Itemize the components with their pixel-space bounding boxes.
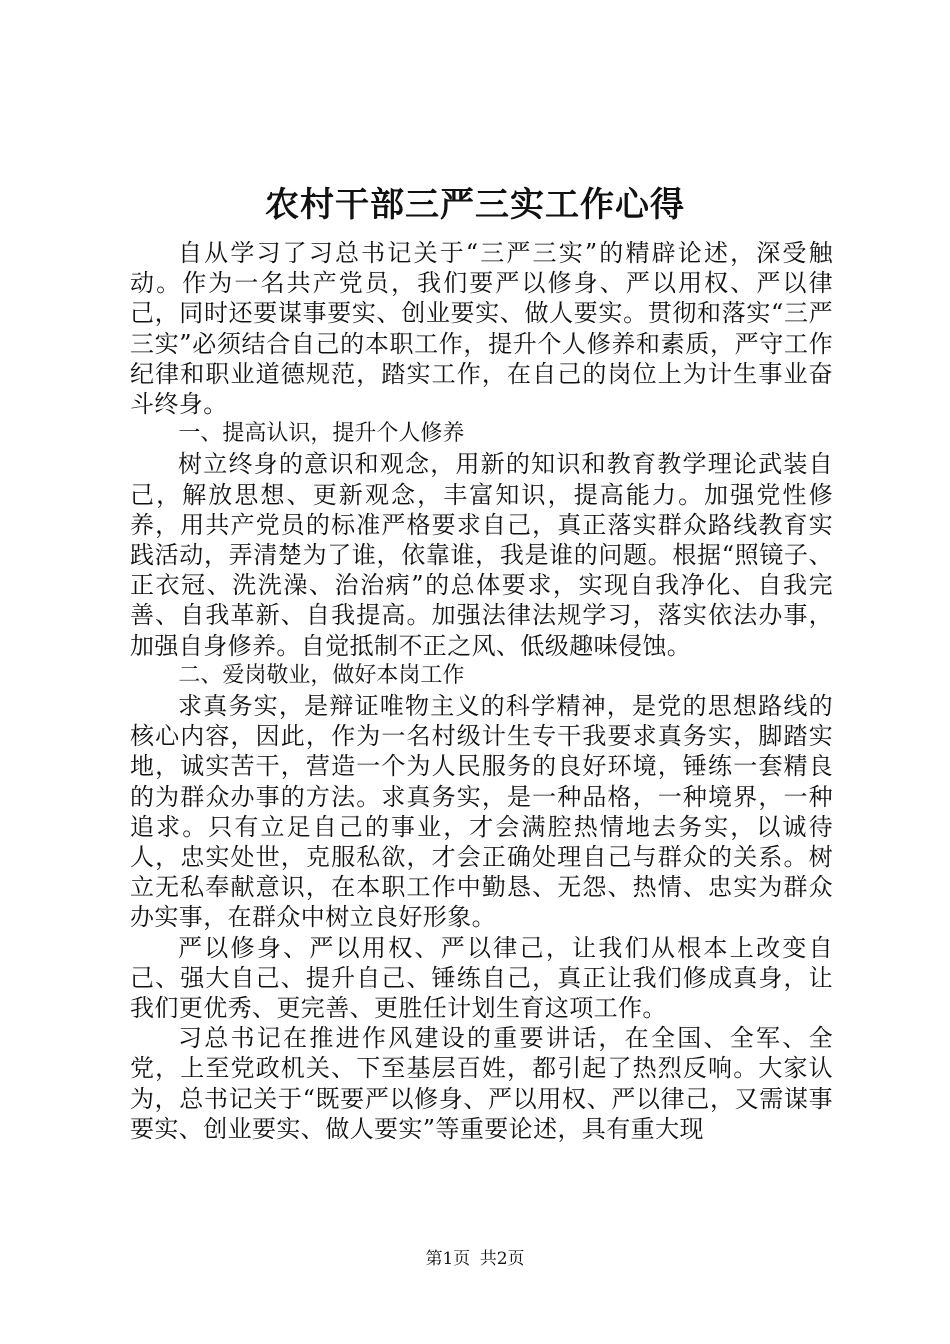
section-heading-2: 二、爱岗敬业，做好本岗工作 [178, 662, 465, 688]
page-number: 第1页 [425, 1249, 471, 1269]
document-title: 农村干部三严三实工作心得 [265, 185, 685, 225]
paragraph-speech: 习总书记在推进作风建设的重要讲话，在全国、全军、全党，上至党政机关、下至基层百姓，都引起了热烈反响。大家认为，总书记关于“既要严以修身、严以用权、严以律己，又需谋事要实、创业要实、做人要实”等重要论述，具有重大现 [130, 1024, 833, 1143]
section-heading-1: 一、提高认识，提升个人修养 [178, 421, 465, 447]
page-total: 共2页 [479, 1249, 525, 1269]
document-body [130, 238, 833, 1144]
page-footer [0, 1247, 950, 1271]
paragraph-section-1: 树立终身的意识和观念，用新的知识和教育教学理论武装自己，解放思想、更新观念，丰富知识，提高能力。加强党性修养，用共产党员的标准严格要求自己，真正落实群众路线教育实践活动，弄清楚为了谁，依靠谁，我是谁的问题。根据“照镜子、正衣冠、洗洗澡、治治病”的总体要求，实现自我净化、自我完善、自我革新、自我提高。加强法律法规学习，落实依法办事，加强自身修养。自觉抵制不正之风、低级趣味侵蚀。 [130, 450, 833, 660]
paragraph-summary: 严以修身、严以用权、严以律己，让我们从根本上改变自己、强大自己、提升自己、锤练自己，真正让我们修成真身，让我们更优秀、更完善、更胜任计划生育这项工作。 [130, 933, 833, 1023]
paragraph-section-2: 求真务实，是辩证唯物主义的科学精神，是党的思想路线的核心内容，因此，作为一名村级计生专干我要求真务实，脚踏实地，诚实苦干，营造一个为人民服务的良好环境，锤练一套精良的为群众办事的方法。求真务实，是一种品格，一种境界，一种追求。只有立足自己的事业，才会满腔热情地去务实，以诚待人，忠实处世，克服私欲，才会正确处理自己与群众的关系。树立无私奉献意识，在本职工作中勤恳、无怨、热情、忠实为群众办实事，在群众中树立良好形象。 [130, 692, 833, 932]
paragraph-intro: 自从学习了习总书记关于“三严三实”的精辟论述，深受触动。作为一名共产党员，我们要严以修身、严以用权、严以律己，同时还要谋事要实、创业要实、做人要实。贯彻和落实“三严三实”必须结合自己的本职工作，提升个人修养和素质，严守工作纪律和职业道德规范，踏实工作，在自己的岗位上为计生事业奋斗终身。 [130, 239, 833, 419]
